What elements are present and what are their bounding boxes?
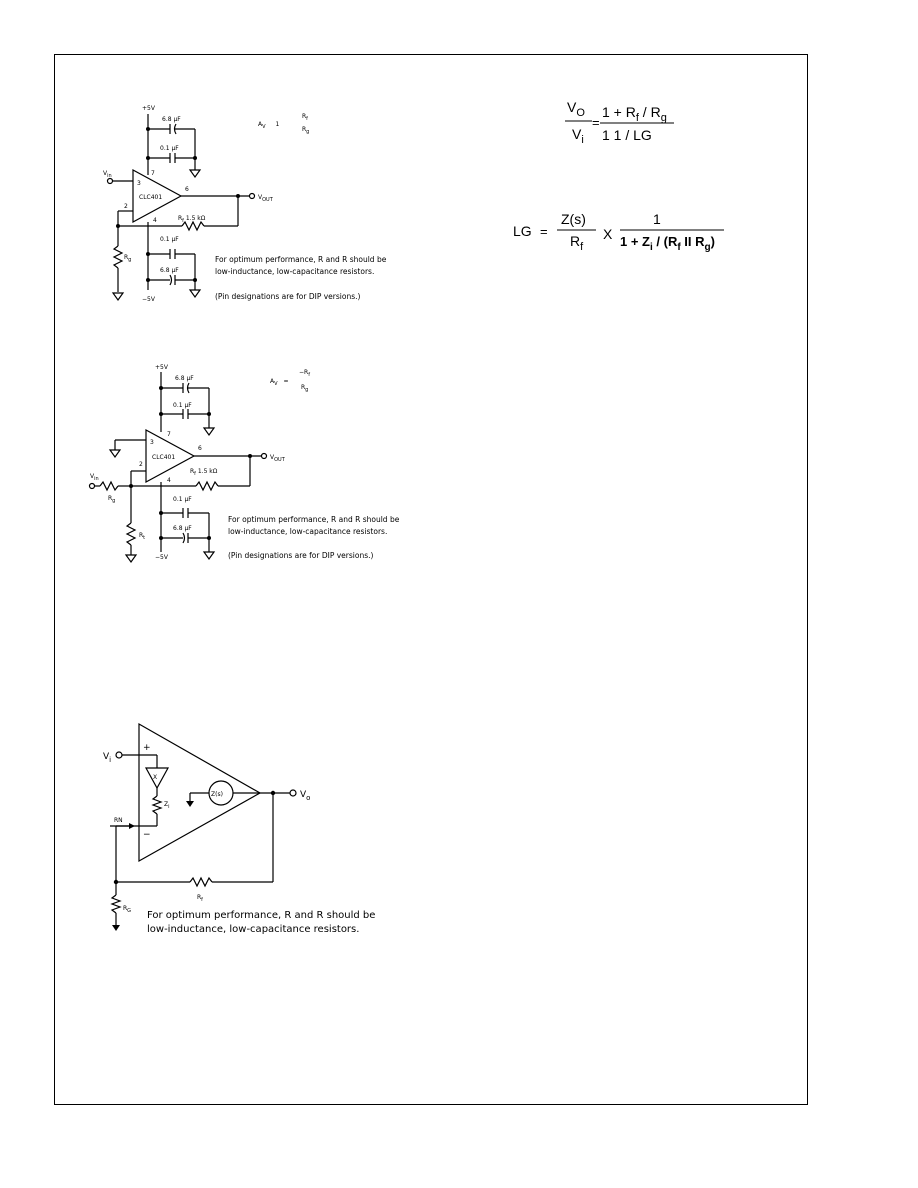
eq2-times: X: [603, 226, 613, 242]
c1-pin7: 7: [151, 170, 155, 177]
c3-note-line1: For optimum performance, R and R should be: [147, 910, 376, 921]
c2-rt-label: $R_t$: [139, 532, 146, 541]
c2-vin-label: $V_{in}$: [90, 473, 99, 482]
c1-pin4: 4: [153, 217, 157, 224]
c1-rg-label: $R_g$: [124, 254, 132, 263]
c2-gain-num: $-R_f$: [299, 369, 310, 378]
c2-pin4: 4: [167, 477, 171, 484]
c1-cap-large-bottom-label: 6.8 µF: [160, 267, 179, 274]
c1-vin-label: $V_{in}$: [103, 170, 112, 179]
eq2-lhs: LG: [513, 223, 532, 239]
c1-gain-den: $R_g$: [302, 126, 310, 135]
c2-rg-label: $R_g$: [108, 495, 116, 504]
c2-supply-neg: −5V: [155, 554, 168, 561]
c3-vo-label: $V_o$: [300, 790, 311, 802]
c2-rf-label: $R_f$ 1.5 kΩ: [190, 468, 218, 477]
c1-pin2: 2: [124, 203, 128, 210]
c1-gain: $A_V$ 1: [258, 121, 280, 130]
c2-note-line1: For optimum performance, R and R should be: [228, 515, 400, 524]
c1-cap-small-top-label: 0.1 µF: [160, 145, 179, 152]
c2-supply-pos: +5V: [155, 364, 168, 371]
c1-supply-neg: −5V: [142, 296, 155, 303]
c3-buffer-label: X: [153, 774, 158, 781]
eq1-rhs-denominator: 1 1 / LG: [602, 127, 652, 143]
c3-rg-label: $R_G$: [123, 905, 132, 914]
equation-closed-loop-gain: [565, 99, 674, 146]
c3-rn-label: RN: [114, 817, 123, 824]
c3-vi-label: $V_i$: [103, 752, 112, 764]
c1-gain-num: $R_f$: [302, 113, 308, 122]
c2-cap-large-bottom-label: 6.8 µF: [173, 525, 192, 532]
eq1-lhs-denominator: $V_i$: [572, 126, 584, 146]
c1-cap-large-top-label: 6.8 µF: [162, 116, 181, 123]
c2-pin3: 3: [150, 439, 154, 446]
c2-pin6: 6: [198, 445, 202, 452]
c3-zs-label: Z(s): [211, 791, 223, 798]
c2-cap-small-bottom-label: 0.1 µF: [173, 496, 192, 503]
eq2-f1-numerator: Z(s): [561, 211, 586, 227]
c3-rf-label: $R_f$: [197, 894, 203, 903]
c2-part-label: CLC401: [152, 454, 176, 461]
c2-note-line2: low-inductance, low-capacitance resistors.: [228, 527, 388, 536]
eq2-f2-denominator: $1 + Z_i / (R_f$ II $R_g$): [620, 234, 715, 253]
c1-pin6: 6: [185, 186, 189, 193]
c1-rf-label: $R_f$ 1.5 kΩ: [178, 215, 206, 224]
c1-cap-small-bottom-label: 0.1 µF: [160, 236, 179, 243]
eq2-f1-denominator: $R_f$: [570, 233, 584, 253]
eq2-equals: =: [540, 224, 548, 239]
c2-gain: $A_V$ =: [270, 378, 289, 387]
eq2-f2-numerator: 1: [653, 211, 661, 227]
c1-pin3: 3: [137, 180, 141, 187]
c3-zi-label: $Z_i$: [164, 801, 170, 810]
c2-pin2: 2: [139, 461, 143, 468]
c2-vout-label: $V_{OUT}$: [270, 454, 285, 463]
c2-cap-small-top-label: 0.1 µF: [173, 402, 192, 409]
c1-note-line3: (Pin designations are for DIP versions.): [215, 292, 361, 301]
c1-vout-label: $V_{OUT}$: [258, 194, 273, 203]
c1-note-line2: low-inductance, low-capacitance resistors.: [215, 267, 375, 276]
equation-loop-gain: [513, 211, 724, 253]
eq1-rhs-numerator: $1 + R_f / R_g$: [602, 104, 667, 124]
c1-part-label: CLC401: [139, 194, 163, 201]
c2-cap-large-top-label: 6.8 µF: [175, 375, 194, 382]
c1-note-line1: For optimum performance, R and R should be: [215, 255, 387, 264]
c3-plus-sign: +: [143, 743, 151, 753]
c3-note-line2: low-inductance, low-capacitance resistors.: [147, 924, 360, 935]
c2-gain-den: $R_g$: [301, 384, 309, 393]
c2-pin7: 7: [167, 431, 171, 438]
eq1-lhs-numerator: $V_O$: [567, 99, 585, 119]
c3-minus-sign: −: [143, 830, 151, 840]
c2-note-line3: (Pin designations are for DIP versions.): [228, 551, 374, 560]
c1-supply-pos: +5V: [142, 105, 155, 112]
eq1-equals: =: [592, 115, 600, 130]
